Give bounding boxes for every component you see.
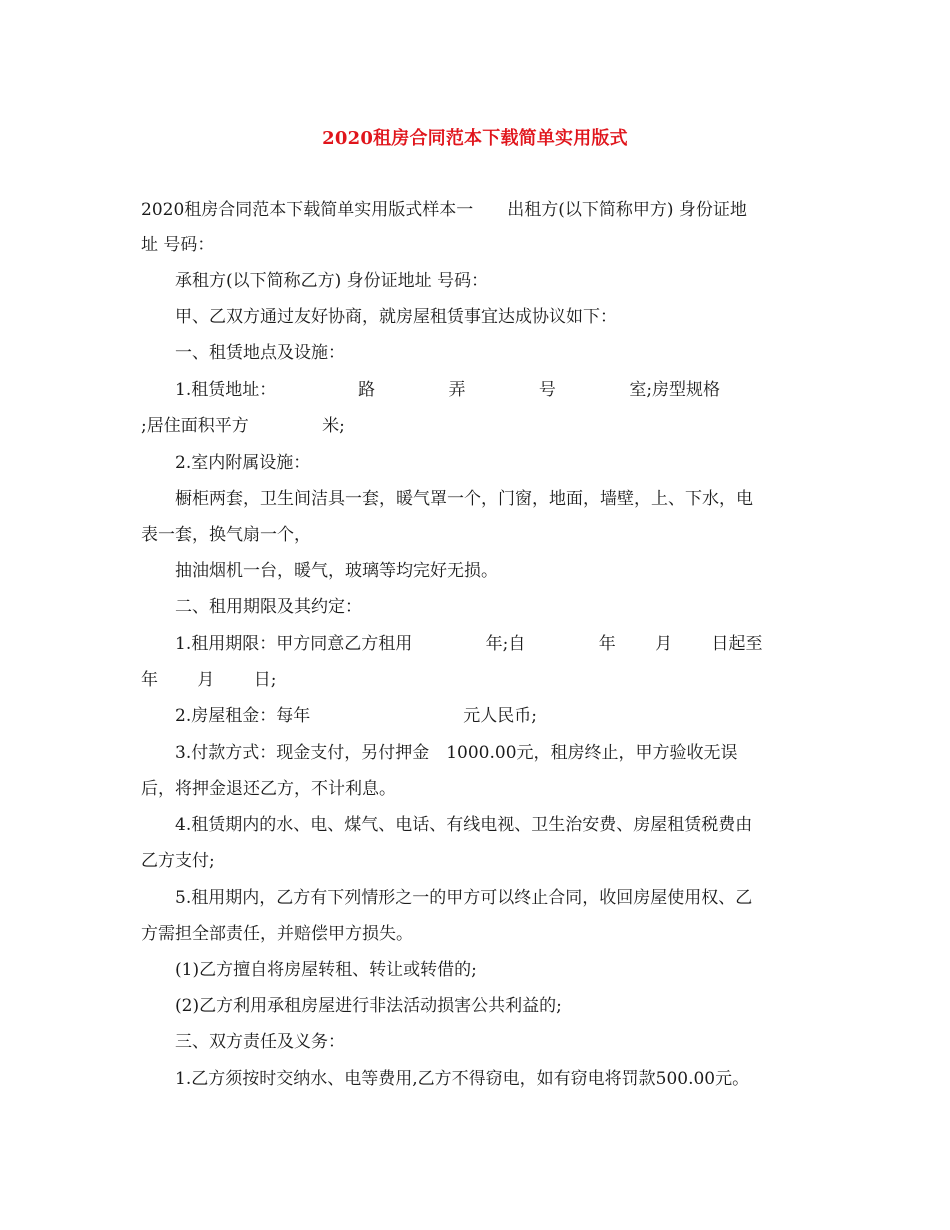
paragraph-line: 址 号码： <box>141 235 215 255</box>
paragraph-line: 年 月 日; <box>141 670 277 690</box>
paragraph-line: 后，将押金退还乙方，不计利息。 <box>141 779 396 799</box>
paragraph-line: 甲、乙双方通过友好协商，就房屋租赁事宜达成协议如下： <box>175 307 617 327</box>
paragraph-line: 橱柜两套，卫生间洁具一套，暖气罩一个，门窗，地面，墙壁，上、下水，电 <box>175 489 753 509</box>
section-heading: 二、租用期限及其约定： <box>175 597 362 617</box>
paragraph-line: 5.租用期内，乙方有下列情形之一的甲方可以终止合同，收回房屋使用权、乙 <box>175 888 753 908</box>
section-heading: 一、租赁地点及设施： <box>175 343 345 363</box>
paragraph-line: 2.房屋租金：每年 元人民币; <box>175 706 537 726</box>
paragraph-line: 1.租赁地址： 路 弄 号 室;房型规格 <box>175 380 721 400</box>
paragraph-line: 2020租房合同范本下载简单实用版式样本一 出租方(以下简称甲方) 身份证地 <box>141 200 747 220</box>
paragraph-line: 1.乙方须按时交纳水、电等费用,乙方不得窃电，如有窃电将罚款500.00元。 <box>175 1069 750 1089</box>
paragraph-line: ;居住面积平方 米; <box>141 416 345 436</box>
paragraph-line: 乙方支付; <box>141 851 215 871</box>
paragraph-line: 1.租用期限：甲方同意乙方租用 年;自 年 月 日起至 <box>175 634 763 654</box>
document-title: 2020租房合同范本下载简单实用版式 <box>322 128 628 149</box>
list-item: (2)乙方利用承租房屋进行非法活动损害公共利益的; <box>175 996 562 1016</box>
paragraph-line: 承租方(以下简称乙方) 身份证地址 号码： <box>175 271 489 291</box>
paragraph-line: 方需担全部责任，并赔偿甲方损失。 <box>141 924 413 944</box>
paragraph-line: 3.付款方式：现金支付，另付押金 1000.00元，租房终止，甲方验收无误 <box>175 743 738 763</box>
section-heading: 三、双方责任及义务： <box>175 1032 345 1052</box>
list-item: (1)乙方擅自将房屋转租、转让或转借的; <box>175 960 477 980</box>
paragraph-line: 抽油烟机一台，暖气，玻璃等均完好无损。 <box>175 561 498 581</box>
paragraph-line: 4.租赁期内的水、电、煤气、电话、有线电视、卫生治安费、房屋租赁税费由 <box>175 815 753 835</box>
paragraph-line: 表一套，换气扇一个， <box>141 525 311 545</box>
paragraph-line: 2.室内附属设施： <box>175 453 311 473</box>
